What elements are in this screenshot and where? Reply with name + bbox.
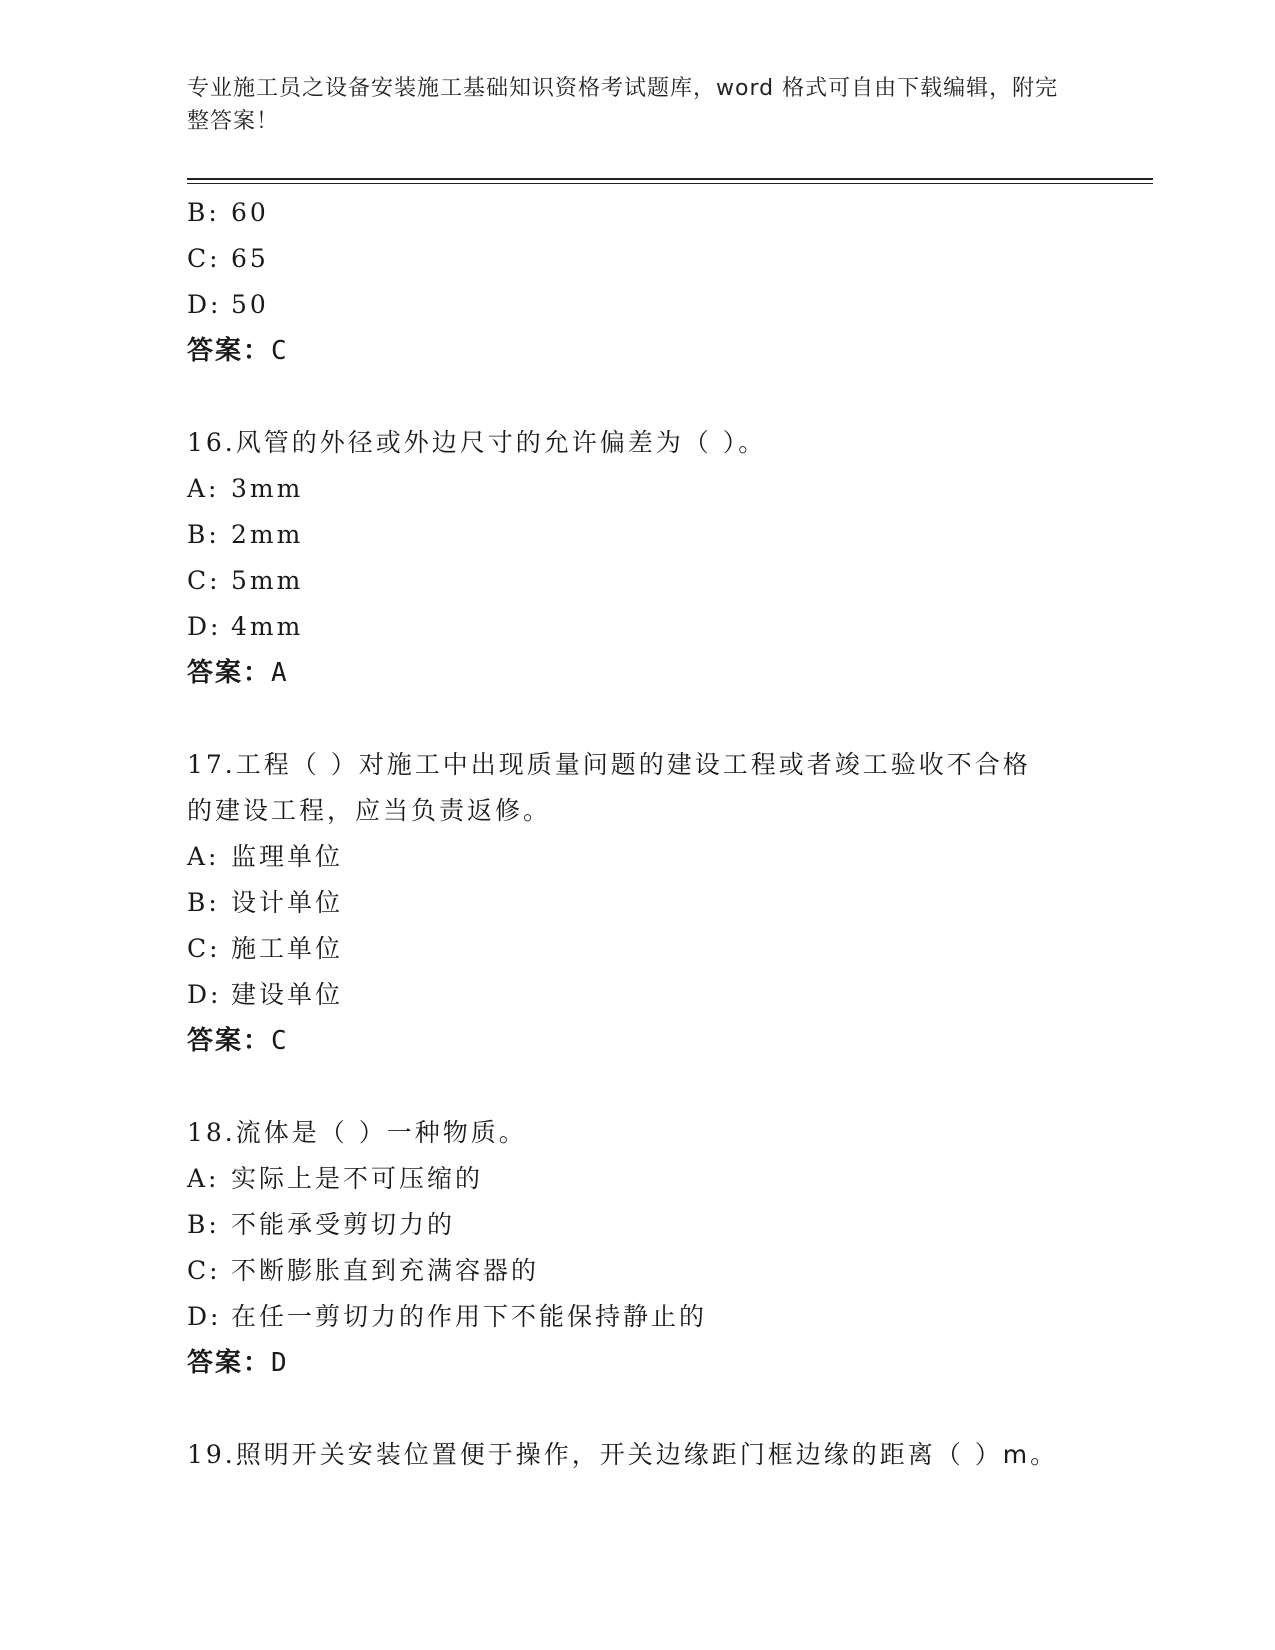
answer-line: 答案：D (187, 1348, 289, 1378)
question-stem: 19.照明开关安装位置便于操作，开关边缘距门框边缘的距离（ ）m。 (187, 1440, 1059, 1469)
question-stem: 18.流体是（ ）一种物质。 (187, 1118, 527, 1147)
question-18 (187, 1110, 1087, 1386)
document-header (187, 72, 1067, 138)
answer-line: 答案：C (187, 336, 289, 366)
answer-line: 答案：C (187, 1026, 289, 1056)
question-stem: 17.工程（ ）对施工中出现质量问题的建设工程或者竣工验收不合格 (187, 750, 1031, 779)
question-stem: 16.风管的外径或外边尺寸的允许偏差为（ ）。 (187, 428, 767, 457)
option-b: B: 2mm (187, 520, 304, 549)
option-b: B: 不能承受剪切力的 (187, 1210, 456, 1239)
option-c: C: 5mm (187, 566, 304, 595)
option-b: B: 60 (187, 198, 269, 227)
option-a: A: 监理单位 (187, 842, 344, 871)
question-19 (187, 1432, 1087, 1478)
question-list (187, 190, 1087, 1478)
option-d: D: 在任一剪切力的作用下不能保持静止的 (187, 1302, 708, 1331)
header-divider-thick (187, 178, 1153, 180)
question-stem-continuation: 的建设工程，应当负责返修。 (187, 796, 552, 825)
header-text: 专业施工员之设备安装施工基础知识资格考试题库，word 格式可自由下载编辑，附完整答案！ (187, 76, 1059, 134)
option-d: D: 50 (187, 290, 269, 319)
option-a: A: 实际上是不可压缩的 (187, 1164, 484, 1193)
option-c: C: 不断膨胀直到充满容器的 (187, 1256, 540, 1285)
question-17 (187, 742, 1087, 1064)
header-divider-thin (187, 183, 1153, 184)
option-c: C: 65 (187, 244, 269, 273)
option-c: C: 施工单位 (187, 934, 344, 963)
question-16 (187, 420, 1087, 696)
question-15-tail (187, 190, 1087, 374)
option-b: B: 设计单位 (187, 888, 344, 917)
option-d: D: 4mm (187, 612, 304, 641)
answer-line: 答案：A (187, 658, 289, 688)
option-d: D: 建设单位 (187, 980, 344, 1009)
option-a: A: 3mm (187, 474, 304, 503)
